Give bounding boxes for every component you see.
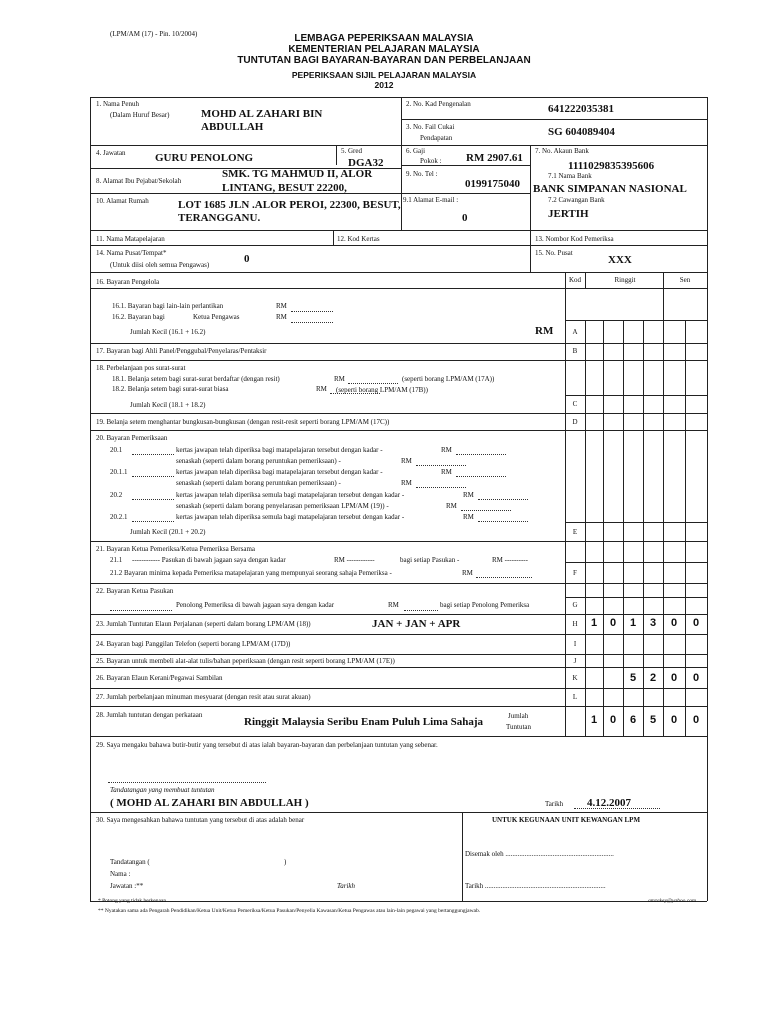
row-20-1-rm: RM bbox=[441, 446, 452, 454]
field-8-label: 8. Alamat Ibu Pejabat/Sekolah bbox=[96, 177, 182, 185]
claim-date: 4.12.2007 bbox=[587, 797, 631, 809]
code-f: F bbox=[573, 569, 577, 577]
field-10-label: 10. Alamat Rumah bbox=[96, 197, 149, 205]
row-24-label: 24. Bayaran bagi Panggilan Telefon (seperti borang LPM/AM (17D)) bbox=[96, 640, 291, 648]
field-1-sub: (Dalam Huruf Besar) bbox=[110, 111, 170, 119]
amount-k-digit: 0 bbox=[692, 672, 700, 684]
amount-k-digit: 0 bbox=[670, 672, 678, 684]
sec-16-total-rm: RM bbox=[535, 325, 554, 337]
row-21-1-num: 21.1 bbox=[110, 556, 123, 564]
footnote-1: * Potong yang tidak berkenaan bbox=[98, 898, 167, 904]
code-e: E bbox=[572, 528, 578, 536]
col-ringgit: Ringgit bbox=[614, 276, 636, 284]
email-value: 0 bbox=[462, 212, 468, 224]
doc-reference: (LPM/AM (17) - Pin. 10/2004) bbox=[110, 30, 198, 38]
declaration-29: 29. Saya mengaku bahawa butir-butir yang tersebut di atas ialah bayaran-bayaran dan perbelanjaan tuntutan yang sebenar. bbox=[96, 741, 438, 749]
row-20-1-1-rm: RM bbox=[441, 468, 452, 476]
amount-k-digit: 5 bbox=[629, 672, 637, 684]
row-20-1-num: 20.1 bbox=[110, 446, 123, 454]
field-12-label: 12. Kod Kertas bbox=[337, 235, 380, 243]
row-18-1: 18.1. Belanja setem bagi surat-surat berdaftar (dengan resit) bbox=[112, 375, 280, 383]
home-address-2: TERANGGANU. bbox=[178, 212, 261, 224]
form-title: TUNTUTAN BAGI BAYARAN-BAYARAN DAN PERBELANJAAN bbox=[237, 55, 531, 66]
row-19-label: 19. Belanja setem menghantar bungkusan-bungkusan (dengan resit-resit seperti borang LPM/AM (17C)) bbox=[96, 418, 390, 426]
field-14-label: 14. Nama Pusat/Tempat* bbox=[96, 249, 167, 257]
col-kod: Kod bbox=[568, 276, 582, 284]
sec-16-1: 16.1. Bayaran bagi lain-lain perlantikan bbox=[112, 302, 224, 310]
row-18-1-ref: (seperti borang LPM/AM (17A)) bbox=[402, 375, 495, 383]
claimant-name: ( MOHD AL ZAHARI BIN ABDULLAH ) bbox=[110, 797, 309, 809]
row-20-1-b-rm: RM bbox=[401, 457, 412, 465]
code-g: G bbox=[572, 601, 578, 609]
row-22-b: bagi setiap Penolong Pemeriksa bbox=[440, 601, 530, 609]
exam-year: 2012 bbox=[374, 80, 394, 90]
total-in-words: Ringgit Malaysia Seribu Enam Puluh Lima Sahaja bbox=[244, 716, 483, 728]
row-21-1-a: ------------ Pasukan di bawah jagaan saya dengan kadar bbox=[132, 556, 286, 564]
certifier-signature: Tandatangan ( bbox=[110, 858, 150, 866]
amount-h-digit: 3 bbox=[649, 617, 657, 629]
school-address-2: LINTANG, BESUT 22200, bbox=[222, 182, 347, 194]
phone-number: 0199175040 bbox=[465, 178, 520, 190]
home-address-1: LOT 1685 JLN .ALOR PEROI, 22300, BESUT, bbox=[178, 199, 401, 211]
col-sen: Sen bbox=[679, 276, 691, 284]
row-18-label: 18. Perbelanjaan pos surat-surat bbox=[96, 364, 186, 372]
gred-value: DGA32 bbox=[348, 157, 384, 169]
code-i: I bbox=[573, 640, 577, 648]
row-20-1-b: senaskah (seperti dalam borang peruntukan pemeriksaan) - bbox=[176, 457, 341, 465]
row-20-2-1-a: kertas jawapan telah diperiksa semula bagi matapelajaran tersebut dengan kadar - bbox=[176, 513, 405, 521]
row-22-label: 22. Bayaran Ketua Pasukan bbox=[96, 587, 174, 595]
field-9-1-label: 9.1 Alamat E-mail : bbox=[403, 196, 459, 204]
field-7-label: 7. No. Akaun Bank bbox=[535, 147, 589, 155]
row-21-2-rm: RM bbox=[462, 569, 473, 577]
code-a: A bbox=[572, 328, 578, 336]
finance-date: Tarikh ..................................................................... bbox=[465, 882, 606, 890]
bank-branch: JERTIH bbox=[548, 208, 589, 220]
row-21-1-b: RM ------------ bbox=[334, 556, 375, 564]
field-3-sub: Pendapatan bbox=[420, 134, 453, 142]
footnote-2: ** Nyatakan sama ada Pengarah Pendidikan/Ketua Unit/Ketua Pemeriksa/Ketua Pasukan/Penyelia Kawasan/Ketua Pengawas atau lain-lain pegawai yang bertanggungjawab. bbox=[98, 908, 481, 914]
row-17-label: 17. Bayaran bagi Ahli Panel/Penggubal/Penyelaras/Pentaksir bbox=[96, 347, 267, 355]
row-20-1-1-b-rm: RM bbox=[401, 479, 412, 487]
sec-16-total-label: Jumlah Kecil (16.1 + 16.2) bbox=[130, 328, 206, 336]
amount-h-digit: 0 bbox=[692, 617, 700, 629]
field-3-label: 3. No. Fail Cukai bbox=[406, 123, 455, 131]
row-20-2-b-rm: RM bbox=[446, 502, 457, 510]
row-23-value: JAN + JAN + APR bbox=[372, 618, 461, 630]
row-20-1-a: kertas jawapan telah diperiksa bagi matapelajaran tersebut dengan kadar - bbox=[176, 446, 383, 454]
field-7-2-label: 7.2 Cawangan Bank bbox=[548, 196, 605, 204]
centre-number: XXX bbox=[608, 254, 632, 266]
row-28-label: 28. Jumlah tuntutan dengan perkataan bbox=[96, 711, 203, 719]
bank-name: BANK SIMPANAN NASIONAL bbox=[533, 183, 687, 195]
claim-date-label: Tarikh bbox=[545, 800, 564, 808]
field-14-sub: (Untuk diisi oleh semua Pengawas) bbox=[110, 261, 210, 269]
field-9-label: 9. No. Tel : bbox=[406, 170, 438, 178]
row-21-label: 21. Bayaran Ketua Pemeriksa/Ketua Pemeriksa Bersama bbox=[96, 545, 256, 553]
field-2-label: 2. No. Kad Pengenalan bbox=[406, 100, 471, 108]
row-26-label: 26. Bayaran Elaun Kerani/Pegawai Sambilan bbox=[96, 674, 223, 682]
row-22-a: Penolong Pemeriksa di bawah jagaan saya dengan kadar bbox=[176, 601, 335, 609]
amount-h-digit: 0 bbox=[670, 617, 678, 629]
field-11-label: 11. Nama Matapelajaran bbox=[96, 235, 165, 243]
field-7-1-label: 7.1 Nama Bank bbox=[548, 172, 592, 180]
credit: amzakey@yahoo.com bbox=[648, 898, 696, 904]
row-20-2-1-rm: RM bbox=[463, 513, 474, 521]
row-18-2: 18.2. Belanja setem bagi surat-surat biasa bbox=[112, 385, 229, 393]
code-d: D bbox=[572, 418, 578, 426]
sec-16-label: 16. Bayaran Pengelola bbox=[96, 278, 160, 286]
total-digit: 0 bbox=[692, 714, 700, 726]
exam-centre-name: 0 bbox=[244, 253, 250, 265]
exam-name: PEPERIKSAAN SIJIL PELAJARAN MALAYSIA bbox=[291, 70, 477, 80]
full-name-line-2: ABDULLAH bbox=[201, 121, 264, 133]
bank-account: 1111029835395606 bbox=[568, 160, 655, 172]
field-4-label: 4. Jawatan bbox=[96, 149, 126, 157]
tax-number: SG 604089404 bbox=[548, 126, 615, 138]
total-digit: 0 bbox=[670, 714, 678, 726]
code-h: H bbox=[572, 620, 578, 628]
row-21-2: 21.2 Bayaran minima kepada Pemeriksa matapelajaran yang mempunyai seorang sahaja Pemeriksa - bbox=[110, 569, 392, 577]
total-digit: 6 bbox=[629, 714, 637, 726]
certifier-name: Nama : bbox=[110, 870, 131, 878]
row-20-2-1-num: 20.2.1 bbox=[110, 513, 128, 521]
amount-h-digit: 0 bbox=[609, 617, 617, 629]
code-b: B bbox=[572, 347, 578, 355]
certification-30: 30. Saya mengesahkan bahawa tuntutan yang tersebut di atas adalah benar bbox=[96, 816, 305, 824]
row-20-label: 20. Bayaran Pemeriksaan bbox=[96, 434, 168, 442]
row-25-label: 25. Bayaran untuk membeli alat-alat tulis/bahan peperiksaan (dengan resit seperti borang LPM/AM (17E)) bbox=[96, 657, 395, 665]
row-20-2-b: senaskah (seperti dalam borang penyelarasan pemeriksaan LPM/AM (19)) - bbox=[176, 502, 389, 510]
amount-h-digit: 1 bbox=[590, 617, 598, 629]
certifier-date: Tarikh bbox=[337, 882, 356, 890]
sec-16-2-rm: RM bbox=[276, 313, 287, 321]
code-l: L bbox=[572, 693, 578, 701]
field-15-label: 15. No. Pusat bbox=[535, 249, 573, 257]
row-18-2-rm: RM bbox=[316, 385, 327, 393]
row-22-rm: RM bbox=[388, 601, 399, 609]
row-20-2-num: 20.2 bbox=[110, 491, 123, 499]
full-name-line-1: MOHD AL ZAHARI BIN bbox=[201, 108, 323, 120]
gaji-value: RM 2907.61 bbox=[466, 152, 523, 164]
certifier-jawatan: Jawatan :** bbox=[110, 882, 144, 890]
field-6-label: 6. Gaji bbox=[406, 147, 426, 155]
ic-number: 641222035381 bbox=[548, 103, 614, 115]
certifier-signature-close: ) bbox=[284, 858, 287, 866]
finance-unit-heading: UNTUK KEGUNAAN UNIT KEWANGAN LPM bbox=[492, 816, 641, 824]
row-18-2-ref: (seperti borang LPM/AM (17B)) bbox=[336, 386, 428, 394]
row-20-2-a: kertas jawapan telah diperiksa semula bagi matapelajaran tersebut dengan kadar - bbox=[176, 491, 405, 499]
field-6-sub: Pokok : bbox=[420, 157, 442, 165]
row-20-total: Jumlah Kecil (20.1 + 20.2) bbox=[130, 528, 206, 536]
code-k: K bbox=[572, 674, 578, 682]
row-18-total: Jumlah Kecil (18.1 + 18.2) bbox=[130, 401, 206, 409]
sec-16-2: 16.2. Bayaran bagi bbox=[112, 313, 165, 321]
row-27-label: 27. Jumlah perbelanjaan minuman mesyuarat (dengan resit atau surat akuan) bbox=[96, 693, 311, 701]
row-18-1-rm: RM bbox=[334, 375, 345, 383]
row-21-1-d: RM ---------- bbox=[492, 556, 528, 564]
row-20-1-1-num: 20.1.1 bbox=[110, 468, 128, 476]
row-20-2-rm: RM bbox=[463, 491, 474, 499]
row-20-1-1-b: senaskah (seperti dalam borang peruntukan pemeriksaan) - bbox=[176, 479, 341, 487]
jawatan-value: GURU PENOLONG bbox=[155, 152, 254, 164]
row-20-1-1-a: kertas jawapan telah diperiksa bagi matapelajaran tersebut dengan kadar - bbox=[176, 468, 383, 476]
total-digit: 0 bbox=[609, 714, 617, 726]
amount-k-digit: 2 bbox=[649, 672, 657, 684]
field-5-label: 5. Gred bbox=[341, 147, 362, 155]
total-digit: 5 bbox=[649, 714, 657, 726]
row-23-label: 23. Jumlah Tuntutan Elaun Perjalanan (seperti dalam borang LPM/AM (18)) bbox=[96, 620, 311, 628]
checked-by: Disemak oleh .............................................................. bbox=[465, 850, 614, 858]
row-28-tuntutan: Tuntutan bbox=[506, 723, 532, 731]
code-c: C bbox=[572, 400, 578, 408]
sec-16-2-role: Ketua Pengawas bbox=[193, 313, 240, 321]
school-address-1: SMK. TG MAHMUD II, ALOR bbox=[222, 168, 373, 180]
org-line-1: LEMBAGA PEPERIKSAAN MALAYSIA bbox=[294, 33, 474, 44]
row-21-1-c: bagi setiap Pasukan - bbox=[400, 556, 460, 564]
total-digit: 1 bbox=[590, 714, 598, 726]
claimant-signature-label: Tandatangan yang membuat tuntutan bbox=[110, 786, 215, 794]
org-line-2: KEMENTERIAN PELAJARAN MALAYSIA bbox=[288, 44, 480, 55]
sec-16-1-rm: RM bbox=[276, 302, 287, 310]
amount-h-digit: 1 bbox=[629, 617, 637, 629]
row-28-jumlah: Jumlah bbox=[508, 712, 529, 720]
field-13-label: 13. Nombor Kod Pemeriksa bbox=[535, 235, 614, 243]
code-j: J bbox=[573, 657, 577, 665]
field-1-label: 1. Nama Penuh bbox=[96, 100, 139, 108]
